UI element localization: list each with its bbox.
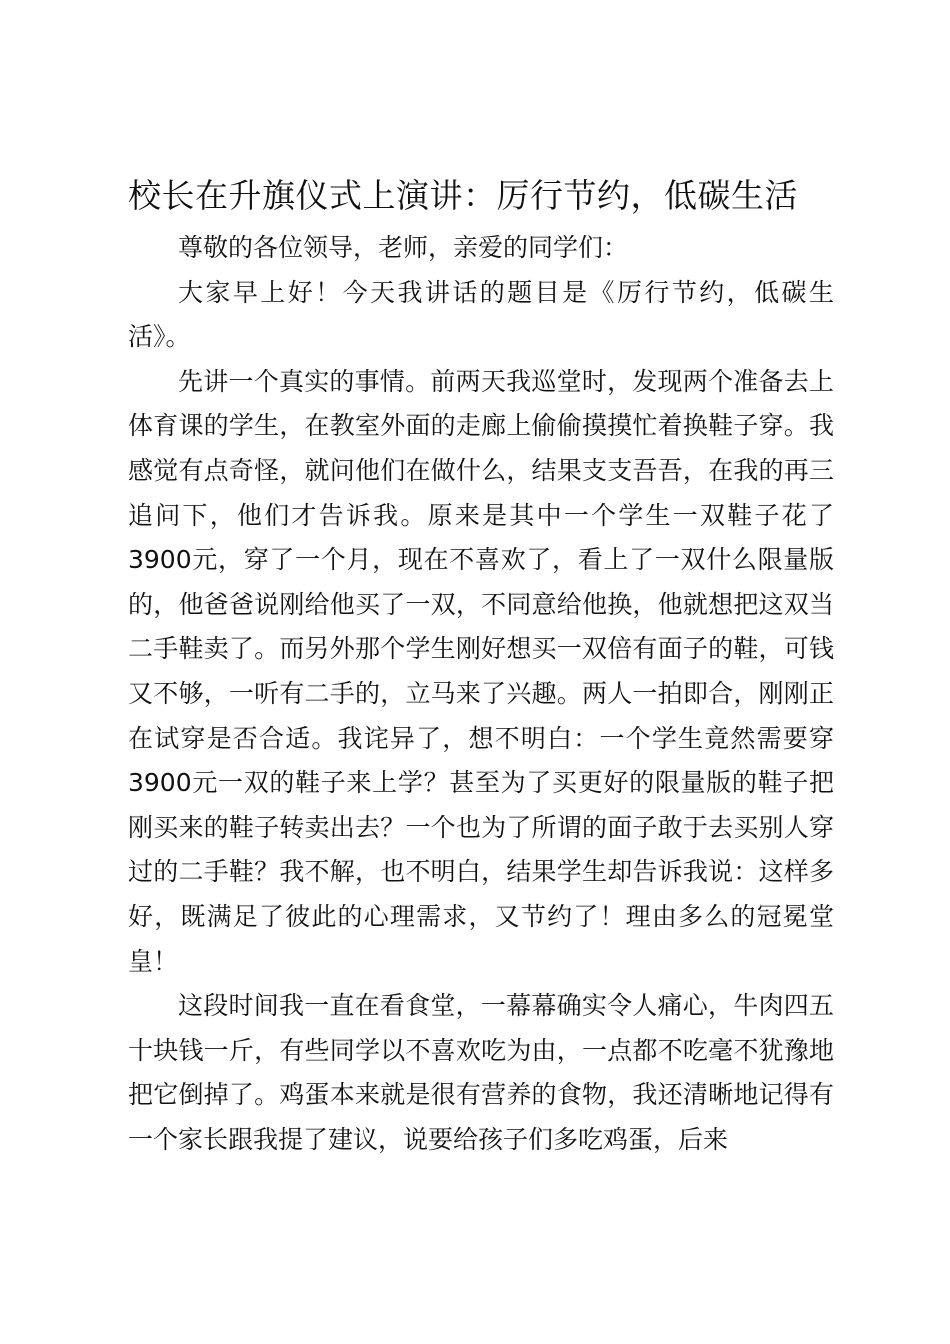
- document-title: 校长在升旗仪式上演讲：厉行节约，低碳生活: [128, 176, 798, 215]
- paragraph-canteen: 这段时间我一直在看食堂，一幕幕确实令人痛心，牛肉四五十块钱一斤，有些同学以不喜欢吃为由，一点都不吃毫不犹豫地把它倒掉了。鸡蛋本来就是很有营养的食物，我还清晰地记得有一个家长跟我提了建议，说要给孩子们多吃鸡蛋，后来: [128, 991, 834, 1154]
- paragraph-opening: 大家早上好！今天我讲话的题目是《厉行节约，低碳生活》。: [128, 277, 834, 352]
- paragraph-greeting: 尊敬的各位领导，老师，亲爱的同学们：: [178, 233, 629, 262]
- document-body: [128, 226, 834, 1162]
- paragraph-story: 先讲一个真实的事情。前两天我巡堂时，发现两个准备去上体育课的学生，在教室外面的走廊上偷偷摸摸忙着换鞋子穿。我感觉有点奇怪，就问他们在做什么，结果支支吾吾，在我的再三追问下，他们才告诉我。原来是其中一个学生一双鞋子花了3900元，穿了一个月，现在不喜欢了，看上了一双什么限量版的，他爸爸说刚给他买了一双，不同意给他换，他就想把这双当二手鞋卖了。而另外那个学生刚好想买一双倍有面子的鞋，可钱又不够，一听有二手的，立马来了兴趣。两人一拍即合，刚刚正在试穿是否合适。我诧异了，想不明白：一个学生竟然需要穿3900元一双的鞋子来上学？甚至为了买更好的限量版的鞋子把刚买来的鞋子转卖出去？一个也为了所谓的面子敢于去买别人穿过的二手鞋？我不解，也不明白，结果学生却告诉我说：这样多好，既满足了彼此的心理需求，又节约了！理由多么的冠冕堂皇！: [128, 366, 834, 976]
